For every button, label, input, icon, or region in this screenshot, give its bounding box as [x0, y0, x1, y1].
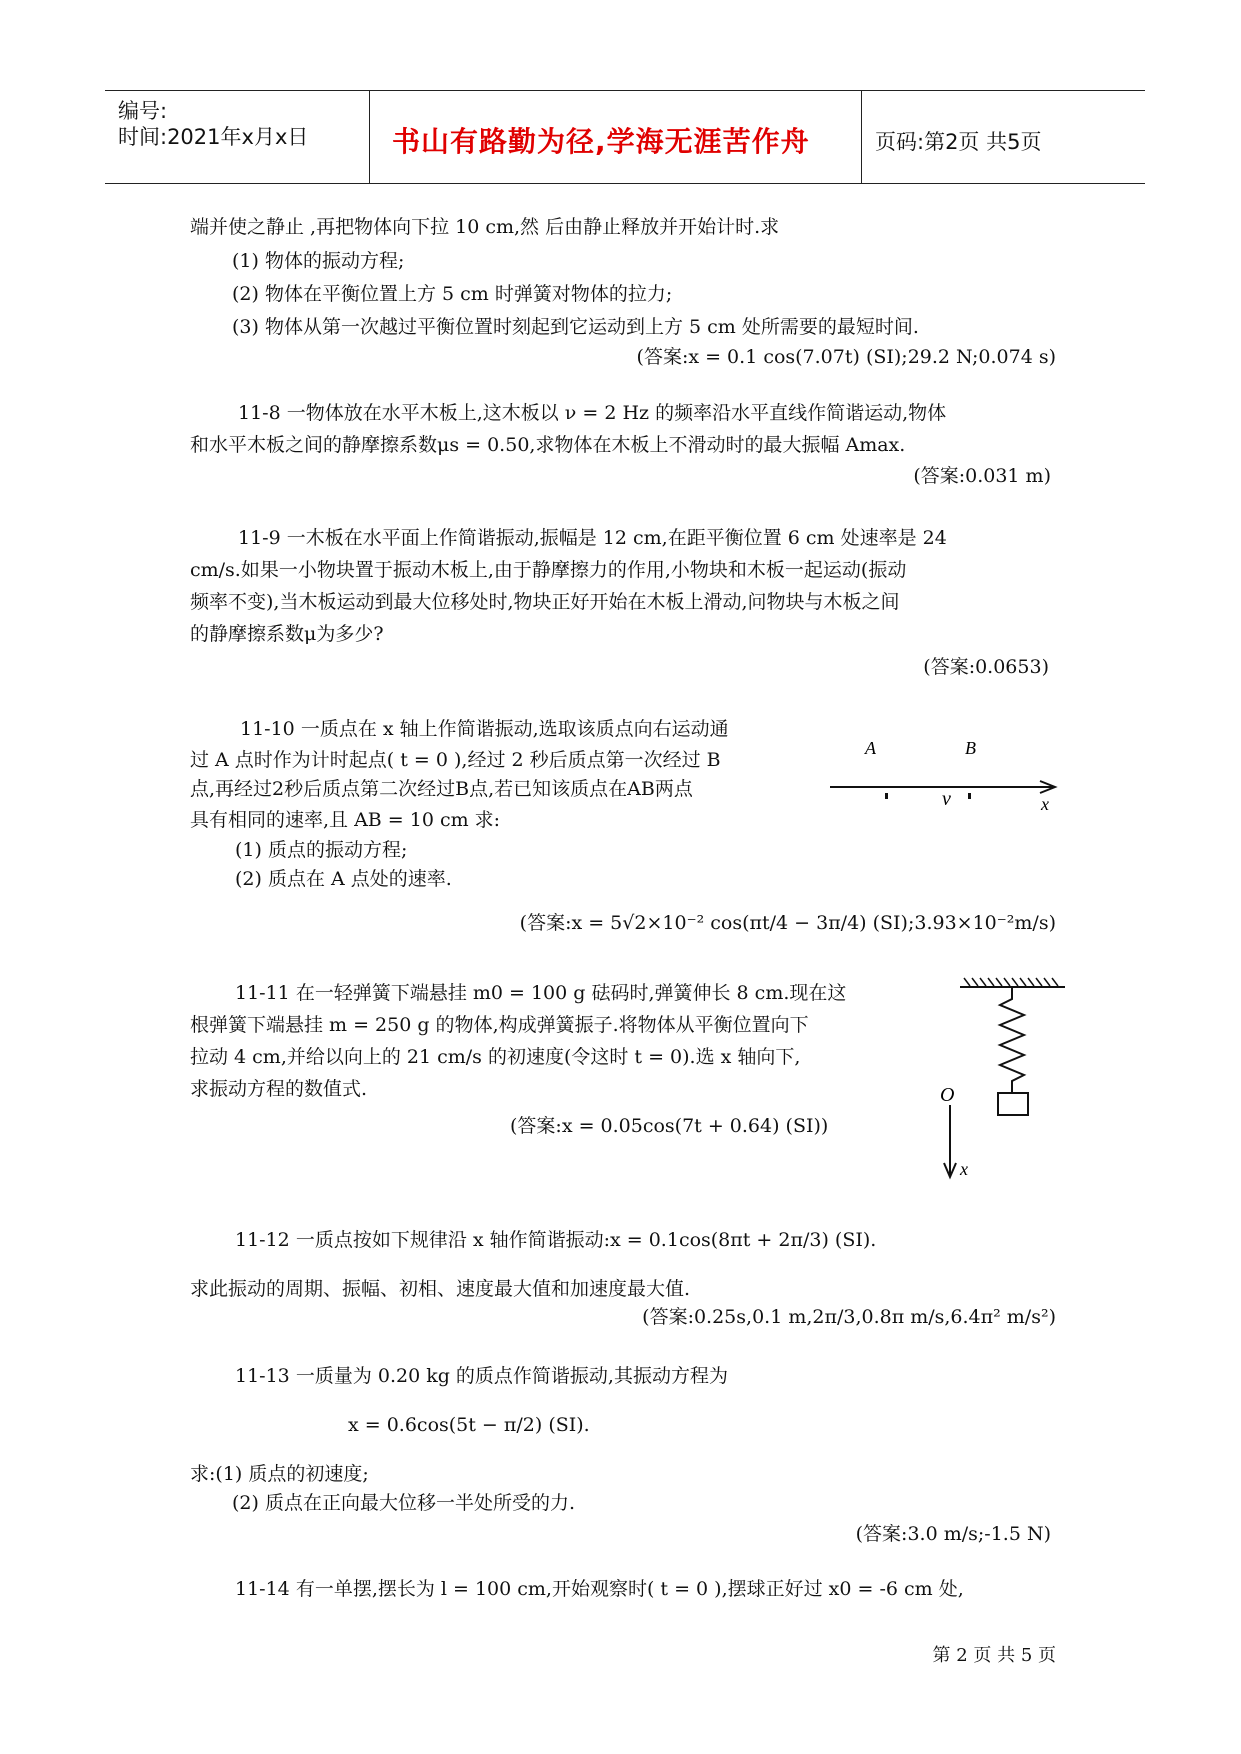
header-number-label: 编号: [118, 99, 168, 123]
problem-11-11-spring-figure [930, 975, 1070, 1185]
problem-11-9-line3: 频率不变),当木板运动到最大位移处时,物块正好开始在木板上滑动,问物块与木板之间 [190, 591, 900, 613]
problem-11-10-line3: 点,再经过2秒后质点第二次经过B点,若已知该质点在AB两点 [190, 778, 693, 800]
header-time-label: 时间:2021年x月x日 [118, 125, 309, 149]
fig-label-v: v [942, 788, 951, 810]
problem-11-13-equation: x = 0.6cos(5t − π/2) (SI). [348, 1414, 590, 1436]
header-bottom-rule [105, 183, 1145, 184]
problem-11-8-line1: 11-8 一物体放在水平木板上,这木板以 ν = 2 Hz 的频率沿水平直线作简谐运动,物体 [238, 402, 947, 424]
problem-11-11-line3: 拉动 4 cm,并给以向上的 21 cm/s 的初速度(令这时 t = 0).选 x 轴向下, [190, 1046, 801, 1068]
problem-11-13-line1: 11-13 一质量为 0.20 kg 的质点作简谐振动,其振动方程为 [235, 1365, 728, 1387]
header-top-rule [105, 90, 1145, 91]
problem-11-10-answer: (答案:x = 5√2×10⁻² cos(πt/4 − 3π/4) (SI);3.93×10⁻²m/s) [519, 912, 1056, 934]
problem-11-11-line4: 求振动方程的数值式. [190, 1078, 368, 1100]
problem-11-10-line4: 具有相同的速率,且 AB = 10 cm 求: [190, 809, 501, 831]
problem-11-7-line1: 端并使之静止 ,再把物体向下拉 10 cm,然 后由静止释放并开始计时.求 [190, 216, 780, 238]
problem-11-9-line4: 的静摩擦系数μ为多少? [190, 623, 384, 645]
problem-11-10-q1: (1) 质点的振动方程; [235, 839, 408, 861]
problem-11-14-line1: 11-14 有一单摆,摆长为 l = 100 cm,开始观察时( t = 0 ),摆球正好过 x0 = -6 cm 处, [235, 1578, 964, 1600]
problem-11-13-q1: 求:(1) 质点的初速度; [190, 1463, 369, 1485]
fig-label-a: A [865, 738, 876, 758]
problem-11-7-q2: (2) 物体在平衡位置上方 5 cm 时弹簧对物体的拉力; [232, 283, 673, 305]
fig-label-b: B [965, 738, 976, 758]
header-divider-2 [861, 91, 862, 183]
fig-label-x: x [1041, 794, 1049, 814]
footer-page-number: 第 2 页 共 5 页 [932, 1645, 1056, 1666]
problem-11-12-answer: (答案:0.25s,0.1 m,2π/3,0.8π m/s,6.4π² m/s²) [642, 1306, 1056, 1328]
problem-11-12-line1: 11-12 一质点按如下规律沿 x 轴作简谐振动:x = 0.1cos(8πt + 2π/3) (SI). [235, 1229, 877, 1251]
problem-11-7-q1: (1) 物体的振动方程; [232, 250, 405, 272]
problem-11-9-line1: 11-9 一木板在水平面上作简谐振动,振幅是 12 cm,在距平衡位置 6 cm 处速率是 24 [238, 527, 947, 549]
problem-11-11-line1: 11-11 在一轻弹簧下端悬挂 m0 = 100 g 砝码时,弹簧伸长 8 cm.现在这 [235, 982, 847, 1004]
fig-label-x: x [960, 1159, 968, 1179]
problem-11-10-line1: 11-10 一质点在 x 轴上作简谐振动,选取该质点向右运动通 [240, 718, 729, 740]
problem-11-11-answer: (答案:x = 0.05cos(7t + 0.64) (SI)) [510, 1115, 829, 1137]
fig-label-o: O [940, 1084, 955, 1106]
header-motto: 书山有路勤为径,学海无涯苦作舟 [392, 125, 810, 158]
problem-11-13-q2: (2) 质点在正向最大位移一半处所受的力. [232, 1492, 575, 1514]
problem-11-12-line2: 求此振动的周期、振幅、初相、速度最大值和加速度最大值. [190, 1278, 691, 1300]
problem-11-8-line2: 和水平木板之间的静摩擦系数μs = 0.50,求物体在木板上不滑动时的最大振幅 Amax. [190, 434, 906, 456]
problem-11-7-q3: (3) 物体从第一次越过平衡位置时刻起到它运动到上方 5 cm 处所需要的最短时间. [232, 316, 919, 338]
problem-11-10-line2: 过 A 点时作为计时起点( t = 0 ),经过 2 秒后质点第一次经过 B [190, 749, 721, 771]
problem-11-10-q2: (2) 质点在 A 点处的速率. [235, 868, 452, 890]
problem-11-8-answer: (答案:0.031 m) [913, 465, 1051, 487]
problem-11-7-answer: (答案:x = 0.1 cos(7.07t) (SI);29.2 N;0.074 s) [636, 346, 1056, 368]
problem-11-10-figure [820, 730, 1060, 820]
problem-11-11-line2: 根弹簧下端悬挂 m = 250 g 的物体,构成弹簧振子.将物体从平衡位置向下 [190, 1014, 809, 1036]
header-page-label: 页码:第2页 共5页 [875, 130, 1042, 154]
problem-11-13-answer: (答案:3.0 m/s;-1.5 N) [855, 1523, 1051, 1545]
header-divider-1 [369, 91, 370, 183]
problem-11-9-answer: (答案:0.0653) [923, 656, 1049, 678]
problem-11-9-line2: cm/s.如果一小物块置于振动木板上,由于静摩擦力的作用,小物块和木板一起运动(振动 [190, 559, 907, 581]
